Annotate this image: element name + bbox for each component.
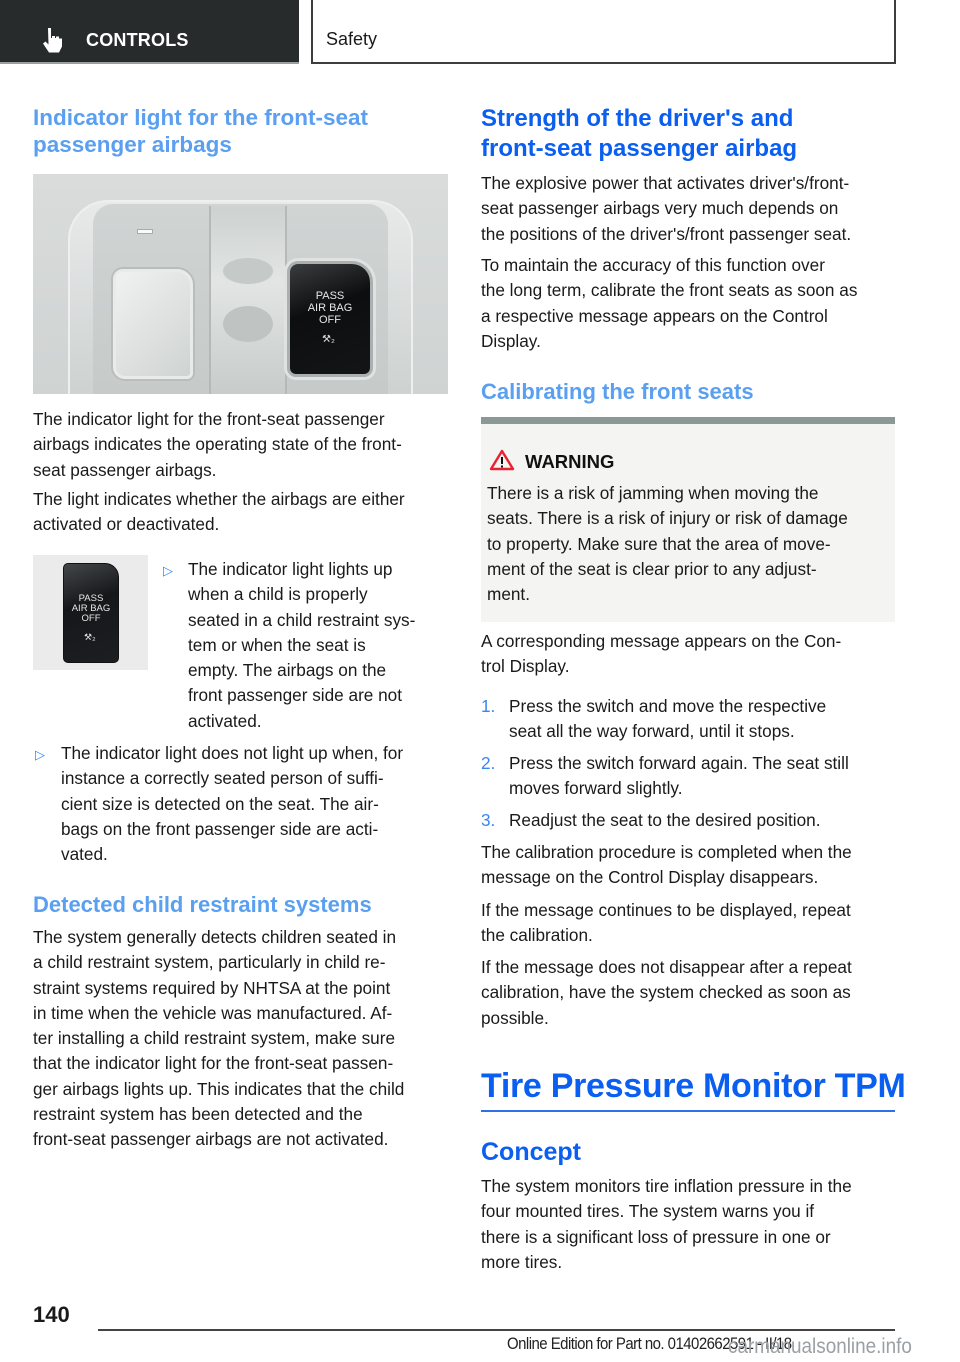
text-line: trol Display. [481, 656, 570, 677]
paragraph [481, 955, 901, 1031]
text-line: Display. [481, 330, 541, 351]
text-line: The indicator light does not light up when, for [61, 743, 404, 763]
paragraph [33, 925, 453, 1153]
console-center-light [209, 206, 287, 394]
text-line: The calibration procedure is completed when the [481, 842, 852, 862]
text-line: there is a significant loss of pressure in one or [481, 1226, 831, 1247]
heading-line: passenger airbags [33, 132, 232, 157]
text-line: the positions of the driver's/front passenger seat. [481, 223, 852, 244]
heading-line: Strength of the driver's and [481, 105, 794, 132]
text-line: The explosive power that activates driver's/front- [481, 173, 850, 193]
heading-detected-child-restraint: Detected child restraint systems [33, 892, 372, 917]
warning-title: WARNING [525, 451, 615, 472]
paragraph [481, 898, 901, 949]
section-label: CONTROLS [86, 30, 189, 50]
bullet-triangle-icon: ▷ [35, 747, 45, 762]
watermark-link[interactable]: carmanualsonline.info [728, 1335, 912, 1358]
text-line: Press the switch forward again. The seat still [509, 753, 849, 773]
text-line: activated. [188, 710, 262, 731]
text-line: Press the switch and move the respective [509, 696, 827, 716]
heading-line: front-seat passenger airbag [481, 135, 798, 162]
text-line: Readjust the seat to the desired position. [509, 810, 821, 830]
switch-text: PASS [78, 593, 104, 604]
text-line: If the message does not disappear after a repeat [481, 957, 852, 977]
text-line: a respective message appears on the Control [481, 305, 828, 326]
text-line: straint systems required by NHTSA at the point [33, 977, 391, 998]
bullet-triangle-icon: ▷ [163, 563, 173, 578]
step-number: 3. [481, 810, 496, 830]
switch-text: AIR BAG [307, 302, 353, 314]
step-item [509, 751, 909, 802]
text-line: front-seat passenger airbags are not activated. [33, 1129, 389, 1150]
paragraph [481, 840, 901, 891]
paragraph [33, 407, 448, 483]
pass-airbag-off-indicator [290, 264, 370, 374]
step-number: 1. [481, 696, 496, 716]
bullet-item [61, 741, 451, 867]
heading-line: Indicator light for the front-seat [33, 105, 368, 130]
led-icon [137, 229, 153, 234]
text-line: instance a correctly seated person of suffi- [61, 768, 384, 789]
text-line: A corresponding message appears on the Con- [481, 631, 842, 651]
text-line: ment of the seat is clear prior to any adjust- [487, 558, 817, 579]
paragraph [33, 487, 448, 538]
text-line: The system generally detects children seated in [33, 927, 397, 947]
text-line: possible. [481, 1007, 549, 1028]
text-line: seated in a child restraint sys- [188, 609, 416, 630]
heading-calibrating-seats: Calibrating the front seats [481, 379, 754, 404]
child-seat-airbag-icon: ⚒₂ [84, 632, 96, 642]
heading-concept: Concept [481, 1138, 581, 1166]
text-line: seats. There is a risk of injury or risk of damage [487, 508, 848, 529]
text-line: when a child is properly [188, 584, 368, 605]
step-number: 2. [481, 753, 496, 773]
text-line: airbags indicates the operating state of the front- [33, 434, 402, 455]
heading-underline [481, 1110, 895, 1112]
text-line: There is a risk of jamming when moving the [487, 483, 819, 503]
bullet-item [188, 557, 448, 734]
switch-text: OFF [319, 314, 341, 326]
roof-console-photo [33, 174, 448, 394]
text-line: The system monitors tire inflation pressure in the [481, 1176, 852, 1196]
chapter-tab [311, 0, 896, 64]
text-line: ment. [487, 584, 530, 605]
text-line: ter installing a child restraint system, make sure [33, 1028, 396, 1049]
step-item [509, 808, 909, 833]
text-line: calibration, have the system checked as soon as [481, 982, 851, 1003]
text-line: restraint system has been detected and the [33, 1104, 363, 1125]
warning-triangle-icon [489, 449, 515, 471]
child-seat-airbag-icon: ⚒₂ [322, 334, 335, 345]
heading-airbag-strength [481, 104, 797, 164]
text-line: the long term, calibrate the front seats as soon as [481, 280, 858, 301]
text-line: four mounted tires. The system warns you if [481, 1201, 815, 1222]
text-line: in time when the vehicle was manufactured. Af- [33, 1002, 393, 1023]
text-line: a child restraint system, particularly in child re- [33, 952, 386, 973]
heading-indicator-light [33, 104, 368, 158]
text-line: front passenger side are not [188, 685, 403, 706]
text-line: cient size is detected on the seat. The air- [61, 793, 379, 814]
text-line: bags on the front passenger side are acti- [61, 818, 379, 839]
paragraph [481, 629, 901, 680]
step-item [509, 694, 909, 745]
text-line: The light indicates whether the airbags are either [33, 489, 405, 509]
text-line: seat all the way forward, until it stops. [509, 721, 795, 742]
pass-airbag-switch-thumbnail [33, 555, 148, 670]
text-line: seat passenger airbags very much depends on [481, 198, 839, 219]
warning-box [481, 417, 895, 622]
edition-text: Online Edition for Part no. 01402662591 - II/18 [507, 1334, 792, 1353]
text-line: The indicator light lights up [188, 559, 393, 579]
footer-divider [98, 1329, 895, 1331]
text-line: tem or when the seat is [188, 634, 366, 655]
switch-text: PASS [315, 290, 345, 302]
text-line: moves forward slightly. [509, 778, 683, 799]
paragraph [481, 253, 901, 354]
text-line: the calibration. [481, 925, 593, 946]
text-line: message on the Control Display disappears. [481, 867, 819, 888]
console-button-left [113, 269, 193, 379]
paragraph [481, 171, 901, 247]
warning-text [487, 481, 889, 607]
text-line: activated or deactivated. [33, 514, 220, 535]
section-tab-controls [0, 0, 299, 64]
page-number: 140 [33, 1302, 70, 1327]
text-line: vated. [61, 844, 108, 865]
text-line: empty. The airbags on the [188, 660, 387, 681]
text-line: ger airbags lights up. This indicates that the child [33, 1078, 405, 1099]
text-line: The indicator light for the front-seat passenger [33, 409, 385, 429]
heading-tire-pressure-monitor: Tire Pressure Monitor TPM [481, 1067, 906, 1105]
paragraph [481, 1174, 901, 1275]
text-line: seat passenger airbags. [33, 459, 217, 480]
text-line: If the message continues to be displayed, repeat [481, 900, 851, 920]
switch-text: OFF [81, 613, 101, 624]
switch-text: AIR BAG [71, 603, 111, 614]
text-line: To maintain the accuracy of this function over [481, 255, 825, 275]
pointing-hand-icon [40, 27, 64, 53]
chapter-label: Safety [326, 29, 378, 49]
text-line: more tires. [481, 1251, 563, 1272]
text-line: to property. Make sure that the area of move- [487, 533, 831, 554]
text-line: that the indicator light for the front-seat passen- [33, 1053, 394, 1074]
